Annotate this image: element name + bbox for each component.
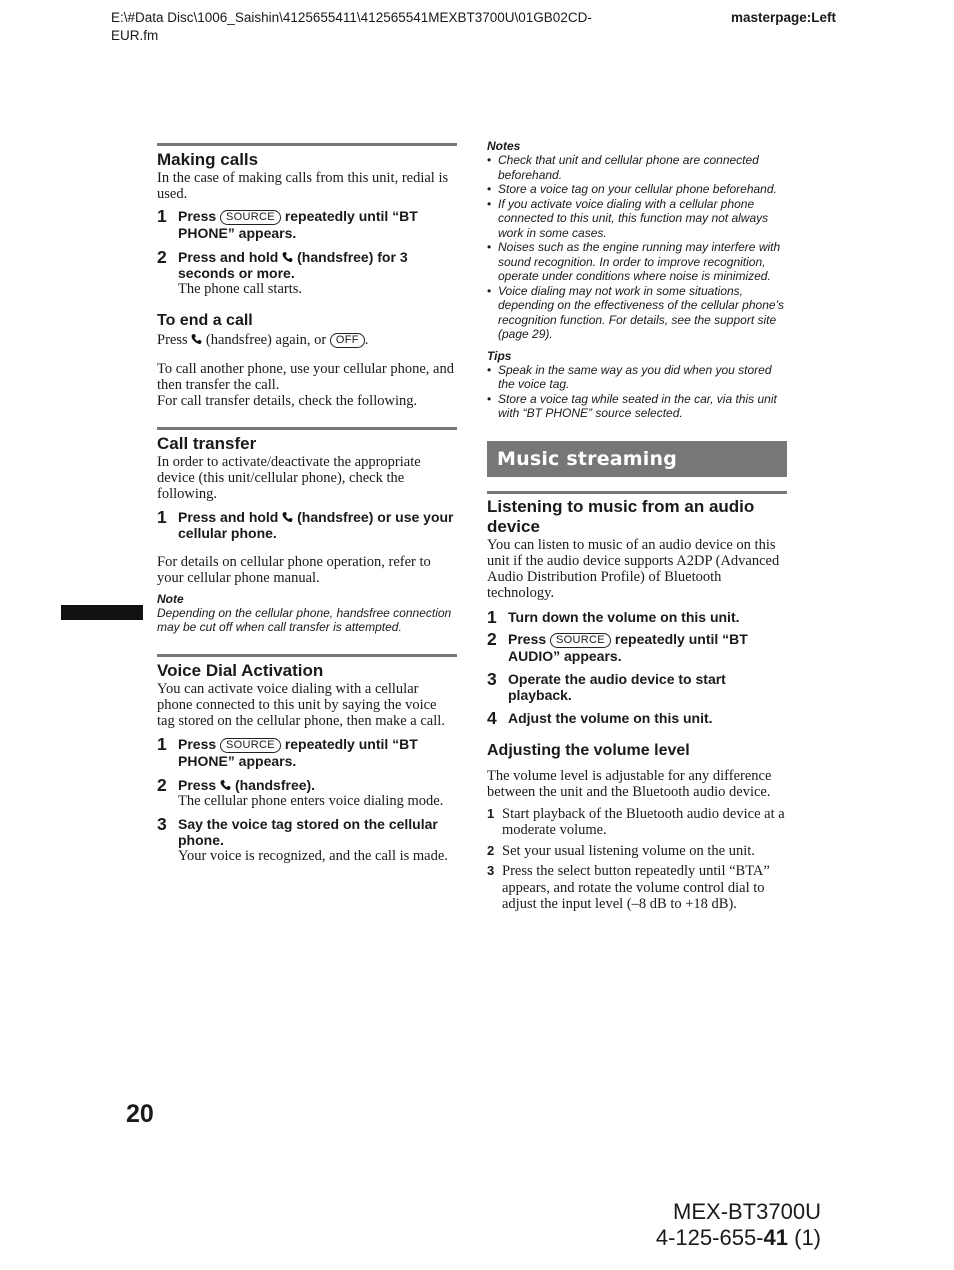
- list-item: • Noises such as the engine running may interfere with sound recognition. In order to improve recognition, operate under conditions where noise is minimized.: [487, 240, 787, 284]
- music-step-3: 3 Operate the audio device to start playback.: [487, 668, 726, 703]
- voice-dial-step-2: 2 Press (handsfree). The cellular phone enters voice dialing mode.: [157, 777, 457, 809]
- list-item: • Store a voice tag while seated in the car, via this unit with “BT PHONE” source selected.: [487, 392, 787, 421]
- model-info: [656, 1199, 821, 1251]
- voice-dial-step-3: 3 Say the voice tag stored on the cellular phone. Your voice is recognized, and the call is made.: [157, 816, 457, 864]
- list-item: • If you activate voice dialing with a cellular phone connected to this unit, this function may not always work in some cases.: [487, 197, 787, 241]
- masterpage-label: masterpage:Left: [731, 10, 837, 25]
- section-rule: [157, 654, 457, 657]
- handsfree-phone-icon: [282, 251, 293, 263]
- call-transfer-note-title: Note: [157, 592, 184, 606]
- call-transfer-step-1: 1 Press and hold (handsfree) or use your cellular phone.: [157, 507, 454, 541]
- end-call-paragraph-2: For call transfer details, check the following.: [157, 393, 418, 409]
- end-call-paragraph-1: To call another phone, use your cellular phone, and then transfer the call.: [157, 361, 454, 393]
- notes-title: Notes: [487, 139, 521, 153]
- list-item: • Voice dialing may not work in some situations, depending on the effectiveness of the cellular phone’s recognition function. For details, see the support site (page 29).: [487, 284, 787, 342]
- making-calls-title: Making calls: [157, 150, 259, 169]
- music-step-1: 1 Turn down the volume on this unit.: [487, 606, 740, 627]
- making-calls-intro: In the case of making calls from this unit, redial is used.: [157, 170, 449, 202]
- voice-dial-step-1: 1 Press SOURCE repeatedly until “BT PHONE” appears.: [157, 734, 418, 769]
- section-rule: [157, 143, 457, 146]
- list-item: • Check that unit and cellular phone are connected beforehand.: [487, 153, 787, 182]
- source-button[interactable]: SOURCE: [220, 738, 281, 753]
- music-step-4: 4 Adjust the volume on this unit.: [487, 707, 713, 728]
- file-path-line1: E:\#Data Disc\1006_Saishin\4125655411\412565541MEXBT3700U\01GB02CD-: [111, 10, 592, 25]
- handsfree-phone-icon: [220, 779, 231, 791]
- music-step-2: 2 Press SOURCE repeatedly until “BT AUDIO” appears.: [487, 628, 748, 664]
- call-transfer-note-text: Depending on the cellular phone, handsfree connection may be cut off when call transfer is attempted.: [157, 606, 452, 634]
- making-calls-step-2-result: The phone call starts.: [178, 281, 303, 297]
- left-column: [157, 143, 457, 864]
- end-call-instruction: Press (handsfree) again, or OFF .: [157, 332, 369, 348]
- model-code: 4-125-655-41 (1): [655, 1225, 821, 1250]
- volume-title: Adjusting the volume level: [487, 741, 690, 759]
- file-path: [111, 9, 671, 45]
- music-intro: You can listen to music of an audio device on this unit if the audio device supports A2DP (Advanced Audio Distribution Profile) of Bluetooth technology.: [487, 536, 780, 601]
- tips-title: Tips: [487, 348, 512, 363]
- voice-dial-step-2-result: The cellular phone enters voice dialing mode.: [178, 793, 444, 809]
- section-rule: [487, 491, 787, 494]
- making-calls-step-2: 2 Press and hold (handsfree) for 3 seconds or more. The phone call starts.: [157, 249, 457, 297]
- tips-list: [487, 363, 787, 421]
- call-transfer-title: Call transfer: [157, 434, 257, 453]
- call-transfer-paragraph: For details on cellular phone operation, refer to your cellular phone manual.: [157, 554, 431, 586]
- notes-list: [487, 153, 787, 342]
- list-item: • Speak in the same way as you did when you stored the voice tag.: [487, 363, 787, 392]
- model-name: MEX-BT3700U: [673, 1199, 821, 1224]
- volume-steps: [487, 806, 787, 913]
- making-calls-step-1: 1 Press SOURCE repeatedly until “BT PHONE” appears.: [157, 206, 418, 241]
- end-call-title: To end a call: [157, 312, 253, 329]
- list-item: • Store a voice tag on your cellular phone beforehand.: [487, 182, 787, 197]
- section-tab-marker: [61, 605, 143, 620]
- list-item: 1 Start playback of the Bluetooth audio device at a moderate volume.: [487, 805, 785, 838]
- right-column: [487, 139, 787, 913]
- music-streaming-banner: Music streaming: [487, 441, 787, 477]
- source-button[interactable]: SOURCE: [550, 633, 611, 648]
- section-rule: [157, 427, 457, 430]
- voice-dial-step-3-result: Your voice is recognized, and the call is made.: [178, 848, 448, 864]
- page-number: 20: [126, 1100, 154, 1128]
- source-button[interactable]: SOURCE: [220, 210, 281, 225]
- call-transfer-intro: In order to activate/deactivate the appropriate device (this unit/cellular phone), check the following.: [157, 454, 421, 502]
- off-button[interactable]: OFF: [330, 333, 365, 348]
- voice-dial-title: Voice Dial Activation: [157, 661, 324, 680]
- music-listening-title: Listening to music from an audio device: [487, 496, 755, 536]
- voice-dial-intro: You can activate voice dialing with a cellular phone connected to this unit by saying the voice tag stored on the cellular phone, then make a call.: [157, 681, 445, 729]
- volume-intro: The volume level is adjustable for any difference between the unit and the Bluetooth audio device.: [487, 767, 772, 800]
- handsfree-phone-icon: [282, 511, 293, 523]
- list-item: 2 Set your usual listening volume on the unit.: [487, 842, 755, 859]
- handsfree-phone-icon: [191, 333, 202, 345]
- list-item: 3 Press the select button repeatedly until “BTA” appears, and rotate the volume control dial to adjust the input level (–8 dB to +18 dB).: [487, 863, 770, 912]
- file-path-line2: EUR.fm: [111, 28, 159, 43]
